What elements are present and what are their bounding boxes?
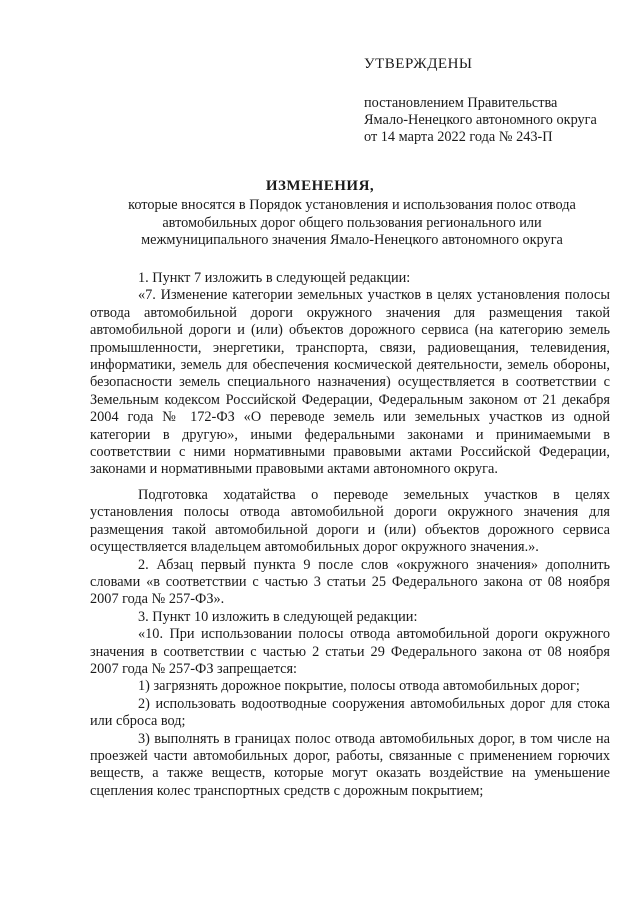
paragraph: «7. Изменение категории земельных участков в целях установления полосы отвода автомобильной дороги окружного значения для размещения такой автомобильной дороги и (или) объектов дорожного сервиса (на категорию земель промышленности, энергетики, транспорта, связи, радиовещания, телевидения, информатики, земель для обеспечения космической деятельности, земель обороны, безопасности земель специального назначения) осуществляется в соответствии с Земельным кодексом Российской Федерации, Федеральным законом от 21 декабря 2004 года № 172-ФЗ «О переводе земель или земельных участков из одной категории в другую», иными федеральными законами и принимаемыми в соответствии с ними нормативными правовыми актами Российской Федерации, законами и нормативными правовыми актами автономного округа.	[90, 287, 610, 478]
approval-block	[364, 56, 634, 146]
resolution-line-2: Ямало-Ненецкого автономного округа	[364, 112, 597, 128]
document-body	[90, 270, 610, 800]
approved-label: УТВЕРЖДЕНЫ	[364, 56, 473, 72]
resolution-line-1: постановлением Правительства	[364, 95, 558, 111]
document-subtitle: которые вносятся в Порядок установления и использования полос отвода автомобильных дорог общего пользования регионального или межмуниципального значения Ямало-Ненецкого автономного округа	[128, 197, 576, 248]
paragraph: Подготовка ходатайства о переводе земельных участков в целях установления полосы отвода автомобильной дороги окружного значения для размещения такой автомобильной дороги и (или) объектов дорожного сервиса осуществляется владельцем автомобильных дорог окружного значения.».	[90, 486, 610, 556]
document-title: ИЗМЕНЕНИЯ,	[265, 178, 375, 194]
paragraph: 1. Пункт 7 изложить в следующей редакции:	[138, 270, 411, 286]
paragraph: 1) загрязнять дорожное покрытие, полосы отвода автомобильных дорог;	[138, 678, 580, 695]
paragraph: «10. При использовании полосы отвода автомобильной дороги окружного значения в соответствии с частью 2 статьи 29 Федерального закона от 08 ноября 2007 года № 257-ФЗ запрещается:	[90, 626, 610, 677]
paragraph: 3) выполнять в границах полос отвода автомобильных дорог, в том числе на проезжей части автомобильных дорог, работы, связанные с применением горючих веществ, а также веществ, которые могут оказать воздействие на уменьшение сцепления колес транспортных средств с дорожным покрытием;	[90, 730, 610, 799]
resolution-line-3: от 14 марта 2022 года № 243-П	[364, 129, 553, 145]
paragraph: 2. Абзац первый пункта 9 после слов «окружного значения» дополнить словами «в соответствии с частью 3 статьи 25 Федерального закона от 08 ноября 2007 года № 257-ФЗ».	[90, 556, 610, 608]
paragraph: 2) использовать водоотводные сооружения автомобильных дорог для стока или сброса вод;	[90, 695, 610, 730]
paragraph: 3. Пункт 10 изложить в следующей редакции:	[138, 608, 418, 625]
